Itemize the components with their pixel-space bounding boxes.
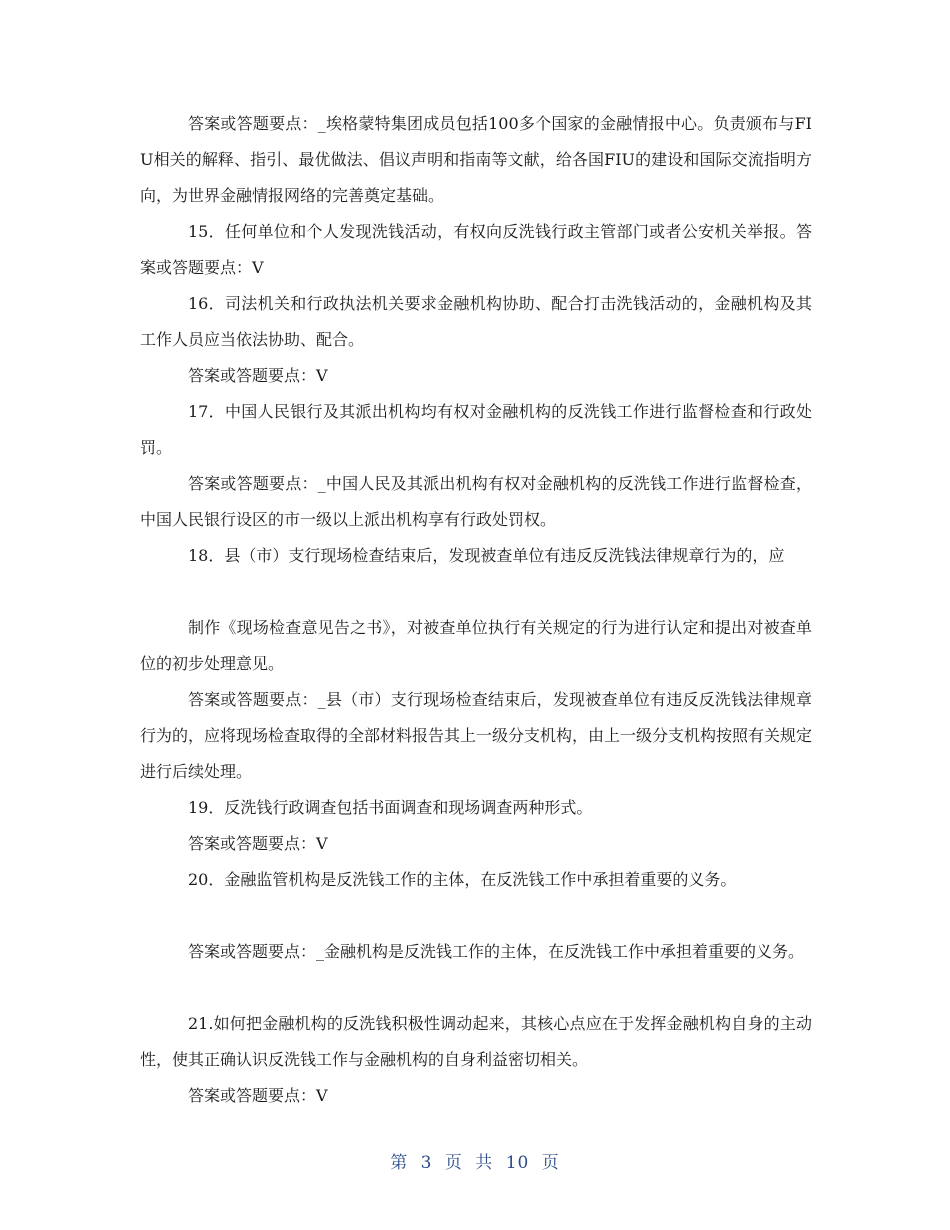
- page-number-footer: 第 3 页 共 10 页: [390, 1153, 560, 1173]
- question-paragraph: 20．金融监管机构是反洗钱工作的主体，在反洗钱工作中承担着重要的义务。: [188, 870, 737, 889]
- question-paragraph: 18．县（市）支行现场检查结束后，发现被查单位有违反反洗钱法律规章行为的，应: [188, 546, 785, 565]
- question-paragraph: 制作《现场检查意见告之书》，对被查单位执行有关规定的行为进行认定和提出对被查单位的初步处理意见。: [140, 618, 812, 673]
- answer-paragraph: 答案或答题要点：_埃格蒙特集团成员包括100多个国家的金融情报中心。负责颁布与FIU相关的解释、指引、最优做法、倡议声明和指南等文献，给各国FIU的建设和国际交流指明方向，为世界金融情报网络的完善奠定基础。: [140, 114, 812, 205]
- answer-paragraph: 答案或答题要点：_金融机构是反洗钱工作的主体，在反洗钱工作中承担着重要的义务。: [188, 942, 805, 961]
- answer-paragraph: 答案或答题要点：V: [188, 366, 328, 385]
- answer-paragraph: 答案或答题要点：V: [188, 834, 328, 853]
- answer-paragraph: 答案或答题要点：_中国人民及其派出机构有权对金融机构的反洗钱工作进行监督检查，中国人民银行设区的市一级以上派出机构享有行政处罚权。: [140, 474, 812, 529]
- question-paragraph: 17．中国人民银行及其派出机构均有权对金融机构的反洗钱工作进行监督检查和行政处罚。: [140, 402, 812, 457]
- answer-paragraph: 答案或答题要点：_县（市）支行现场检查结束后，发现被查单位有违反反洗钱法律规章行为的，应将现场检查取得的全部材料报告其上一级分支机构，由上一级分支机构按照有关规定进行后续处理。: [140, 690, 813, 781]
- question-paragraph: 19．反洗钱行政调查包括书面调查和现场调查两种形式。: [188, 798, 593, 817]
- question-paragraph: 15．任何单位和个人发现洗钱活动，有权向反洗钱行政主管部门或者公安机关举报。答案或答题要点：V: [140, 222, 812, 277]
- answer-paragraph: 答案或答题要点：V: [188, 1086, 328, 1105]
- question-paragraph: 16．司法机关和行政执法机关要求金融机构协助、配合打击洗钱活动的，金融机构及其工作人员应当依法协助、配合。: [140, 294, 812, 349]
- question-paragraph: 21.如何把金融机构的反洗钱积极性调动起来，其核心点应在于发挥金融机构自身的主动性，使其正确认识反洗钱工作与金融机构的自身利益密切相关。: [140, 1014, 812, 1069]
